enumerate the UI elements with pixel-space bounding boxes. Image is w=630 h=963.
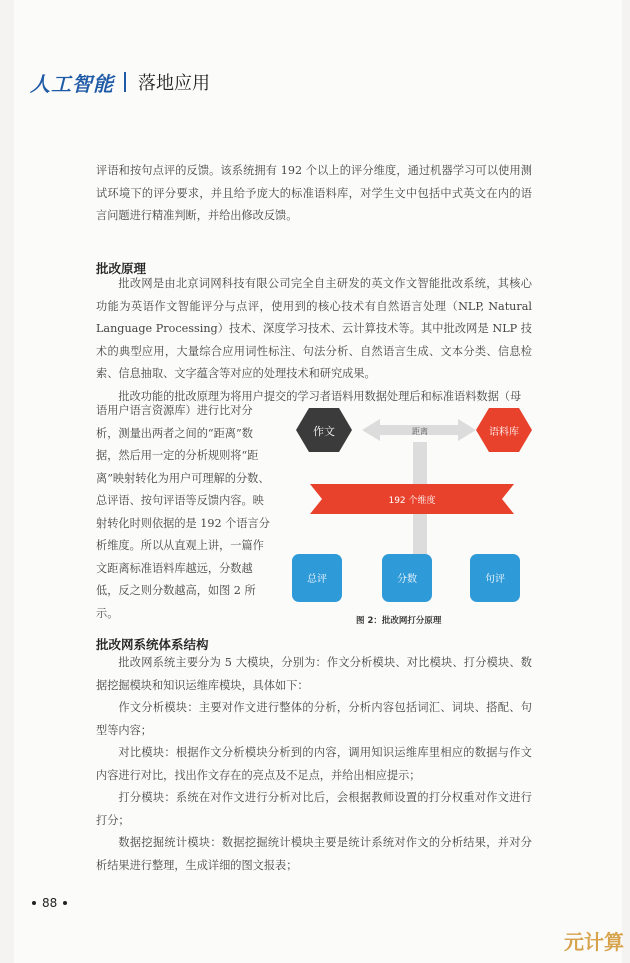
principle-text-1: 批改网是由北京词网科技有限公司完全自主研发的英文作文智能批改系统，其核心功能为英语作文智能评分与点评，使用到的核心技术有自然语言处理（NLP, Natural Language Processing）技术、深度学习技术、云计算技术等。其中批改网是 NLP 技术的典型应用，大量综合应用词性标注、句法分析、自然语言生成、文本分类、信息检索、信息抽取、文字蕴含等对应的处理技术和研究成果。 bbox=[96, 277, 532, 380]
overall-comment-label: 总评 bbox=[307, 574, 327, 585]
heading-architecture: 批改网系统体系结构 bbox=[96, 637, 209, 652]
page-footer bbox=[32, 896, 67, 910]
sentence-comment-label: 句评 bbox=[485, 574, 505, 585]
figure-caption: 图 2：批改网打分原理 bbox=[356, 616, 442, 626]
header-divider bbox=[124, 72, 126, 92]
principle-paragraph-1 bbox=[96, 273, 532, 408]
scoring-diagram bbox=[280, 402, 542, 632]
footer-dot-left bbox=[32, 901, 36, 905]
essay-label: 作文 bbox=[313, 425, 335, 438]
intro-text: 评语和按句点评的反馈。该系统拥有 192 个以上的评分维度，通过机器学习可以使用测试环境下的评分要求，并且给予庞大的标准语料库，对学生文中包括中式英文在内的语言问题进行精准判断，并给出修改反馈。 bbox=[96, 164, 532, 222]
page-number: 88 bbox=[42, 896, 58, 910]
architecture-item: 作文分析模块：主要对作文进行整体的分析，分析内容包括词汇、词块、搭配、句型等内容； bbox=[96, 701, 532, 737]
section-title: 落地应用 bbox=[138, 73, 210, 94]
distance-label: 距离 bbox=[412, 427, 428, 436]
intro-paragraph bbox=[96, 160, 532, 228]
score-label: 分数 bbox=[397, 574, 417, 585]
corpus-label: 语料库 bbox=[489, 427, 519, 438]
footer-dot-right bbox=[63, 901, 67, 905]
dimension-label: 192 个维度 bbox=[388, 496, 436, 506]
architecture-item: 对比模块：根据作文分析模块分析到的内容，调用知识运维库里相应的数据与作文内容进行对比，找出作文存在的亮点及不足点，并给出相应提示； bbox=[96, 746, 532, 782]
running-header bbox=[30, 67, 210, 97]
architecture-item: 批改网系统主要分为 5 大模块，分别为：作文分析模块、对比模块、打分模块、数据挖掘模块和知识运维库模块，具体如下： bbox=[96, 656, 532, 692]
brand-title: 人工智能 bbox=[30, 71, 114, 96]
heading-principle: 批改原理 bbox=[96, 261, 147, 276]
principle-paragraph-2 bbox=[96, 400, 274, 625]
architecture-paragraphs bbox=[96, 652, 532, 877]
principle-text-2-rest: 语用户语言资源库）进行比对分析，测量出两者之间的“距离”数据，然后用一定的分析规则将“距离”映射转化为用户可理解的分数、总评语、按句评语等反馈内容。映射转化时则依据的是 192 个语言分析维度。所以从直观上讲，一篇作文距离标准语料库越远，分数越低，反之则分数越高，如图 2 所示。 bbox=[96, 404, 270, 620]
watermark: 元计算 bbox=[564, 930, 624, 954]
architecture-item: 打分模块：系统在对作文进行分析对比后，会根据教师设置的打分权重对作文进行打分； bbox=[96, 791, 532, 827]
principle-text-2-lead: 批改功能的批改原理为将用户提交的学习者语料用数据处理后和标准语料数据（母 bbox=[118, 389, 522, 403]
architecture-item: 数据挖掘统计模块：数据挖掘统计模块主要是统计系统对作文的分析结果，并对分析结果进行整理，生成详细的图文报表； bbox=[96, 836, 532, 872]
